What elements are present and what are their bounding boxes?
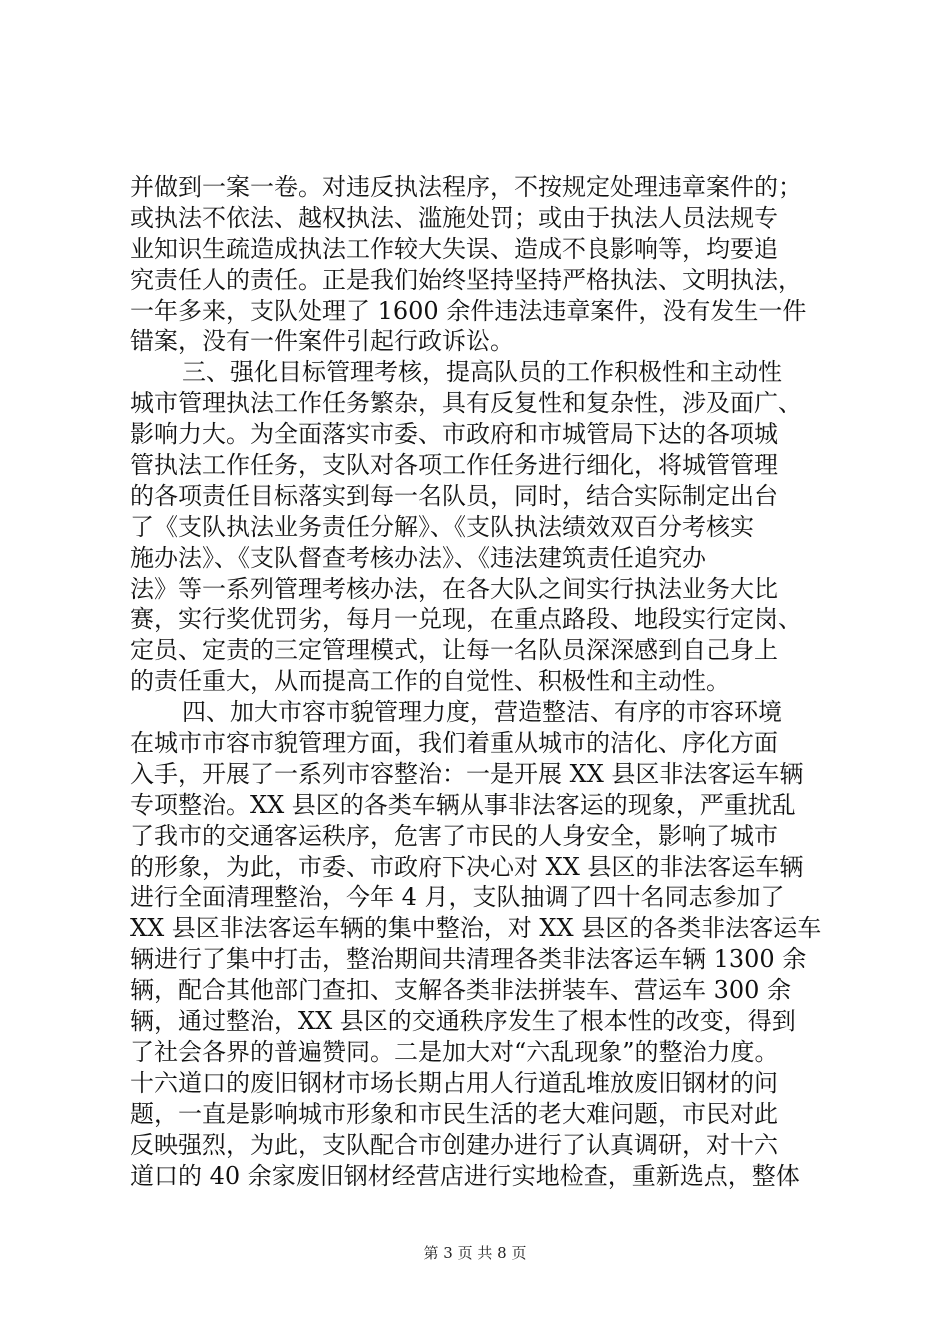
- paragraph-line: 题，一直是影响城市形象和市民生活的老大难问题，市民对此: [130, 1099, 778, 1128]
- paragraph-line: 施办法》、《支队督查考核办法》、《违法建筑责任追究办: [130, 543, 706, 572]
- paragraph-line: 一年多来，支队处理了 1600 余件违法违章案件，没有发生一件: [130, 296, 807, 325]
- paragraph-line: 辆，配合其他部门查扣、支解各类非法拼装车、营运车 300 余: [130, 976, 792, 1005]
- paragraph-line: 法》等一系列管理考核办法，在各大队之间实行执法业务大比: [130, 574, 778, 603]
- paragraph-line: 反映强烈，为此，支队配合市创建办进行了认真调研，对十六: [130, 1130, 778, 1159]
- paragraph-line: 错案，没有一件案件引起行政诉讼。: [130, 327, 514, 356]
- paragraph-line: 入手，开展了一系列市容整治：一是开展 XX 县区非法客运车辆: [130, 759, 804, 788]
- paragraph-line: 业知识生疏造成执法工作较大失误、造成不良影响等，均要追: [130, 234, 778, 263]
- section-heading-line: 三、强化目标管理考核，提高队员的工作积极性和主动性: [182, 358, 782, 387]
- section-heading-line: 四、加大市容市貌管理力度，营造整洁、有序的市容环境: [182, 698, 782, 727]
- paragraph-line: 了《支队执法业务责任分解》、《支队执法绩效双百分考核实: [130, 512, 754, 541]
- paragraph-line: 道口的 40 余家废旧钢材经营店进行实地检查，重新选点，整体: [130, 1161, 800, 1190]
- paragraph-line: 影响力大。为全面落实市委、市政府和市城管局下达的各项城: [130, 420, 778, 449]
- paragraph-line: 的形象，为此，市委、市政府下决心对 XX 县区的非法客运车辆: [130, 852, 804, 881]
- paragraph-line: 在城市市容市貌管理方面，我们着重从城市的洁化、序化方面: [130, 729, 778, 758]
- paragraph-line: 并做到一案一卷。对违反执法程序，不按规定处理违章案件的；: [130, 173, 802, 201]
- paragraph-line: 的各项责任目标落实到每一名队员，同时，结合实际制定出台: [130, 481, 778, 510]
- document-body: [130, 172, 850, 1191]
- paragraph-line: 管执法工作任务，支队对各项工作任务进行细化，将城管管理: [130, 451, 778, 480]
- paragraph-line: 或执法不依法、越权执法、滥施处罚；或由于执法人员法规专: [130, 203, 778, 232]
- paragraph-line: 赛，实行奖优罚劣，每月一兑现，在重点路段、地段实行定岗、: [130, 605, 802, 634]
- paragraph-line: 了我市的交通客运秩序，危害了市民的人身安全，影响了城市: [130, 821, 778, 850]
- paragraph-line: 城市管理执法工作任务繁杂，具有反复性和复杂性，涉及面广、: [130, 389, 802, 418]
- paragraph-line: XX 县区非法客运车辆的集中整治，对 XX 县区的各类非法客运车: [130, 914, 822, 943]
- paragraph-line: 辆进行了集中打击，整治期间共清理各类非法客运车辆 1300 余: [130, 945, 807, 974]
- paragraph-line: 了社会各界的普遍赞同。二是加大对“六乱现象”的整治力度。: [130, 1037, 779, 1066]
- paragraph-line: 究责任人的责任。正是我们始终坚持坚持严格执法、文明执法，: [130, 265, 802, 294]
- paragraph-line: 定员、定责的三定管理模式，让每一名队员深深感到自己身上: [130, 636, 778, 665]
- page-footer: 第 3 页 共 8 页: [423, 1244, 527, 1262]
- paragraph-line: 的责任重大，从而提高工作的自觉性、积极性和主动性。: [130, 667, 730, 696]
- paragraph-line: 十六道口的废旧钢材市场长期占用人行道乱堆放废旧钢材的问: [130, 1068, 778, 1097]
- paragraph-line: 进行全面清理整治，今年 4 月，支队抽调了四十名同志参加了: [130, 883, 785, 912]
- paragraph-line: 辆，通过整治，XX 县区的交通秩序发生了根本性的改变，得到: [130, 1007, 796, 1036]
- paragraph-line: 专项整治。XX 县区的各类车辆从事非法客运的现象，严重扰乱: [130, 790, 796, 819]
